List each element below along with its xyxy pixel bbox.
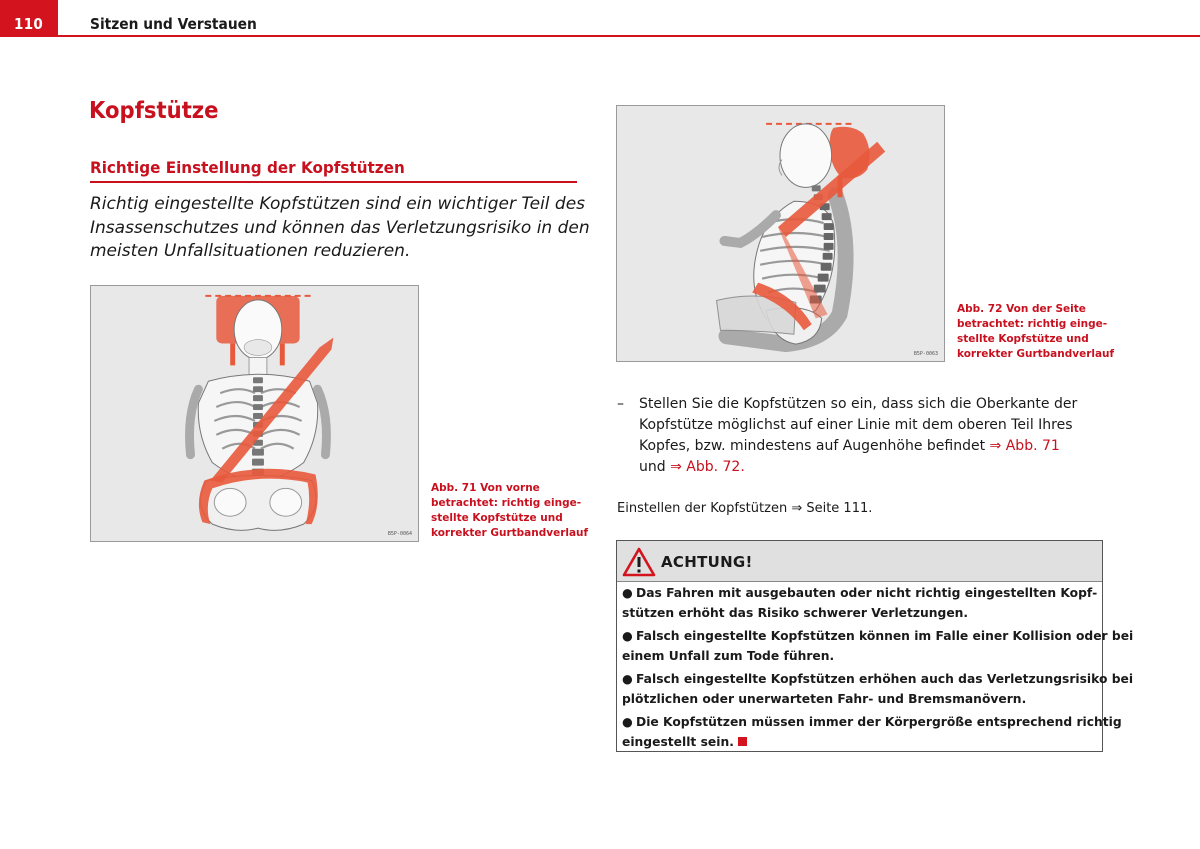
subsection-title: Richtige Einstellung der Kopfstützen [90, 158, 405, 177]
chapter-title: Sitzen und Verstauen [90, 15, 257, 33]
bullet-icon: ● [622, 715, 633, 729]
headrest-post [230, 344, 235, 366]
caption-line: betrachtet: richtig einge- [431, 497, 582, 509]
end-of-section-icon [738, 737, 747, 746]
side-view-illustration [617, 106, 944, 361]
instruction-line: Kopfes, bzw. mindestens auf Augenhöhe befindet ⇒ Abb. 71 [639, 438, 1060, 454]
instruction-line: Stellen Sie die Kopfstützen so ein, dass sich die Oberkante der [639, 396, 1078, 412]
caption-line: betrachtet: richtig einge- [957, 318, 1108, 330]
warning-item: ● Das Fahren mit ausgebauten oder nicht richtig eingestellten Kopf- stützen erhöht das Risiko schwerer Verletzungen. [622, 583, 1102, 623]
bullet-icon: ● [622, 629, 633, 643]
figure-code: B5P-0063 [913, 351, 938, 357]
figure-71-caption [431, 481, 588, 541]
caption-line: korrekter Gurtbandverlauf [957, 348, 1115, 360]
warning-title: ACHTUNG! [661, 553, 753, 571]
front-view-illustration [91, 286, 418, 541]
bullet-icon: ● [622, 586, 633, 600]
page-reference: Einstellen der Kopfstützen ⇒ Seite 111. [617, 501, 873, 516]
warning-item: ● Falsch eingestellte Kopfstützen können im Falle einer Kollision oder bei einem Unfall zum Tode führen. [622, 626, 1102, 666]
headrest-post [280, 344, 285, 366]
section-title: Kopfstütze [89, 98, 219, 124]
step-dash: – [617, 396, 624, 412]
head-shape [780, 124, 832, 188]
page-number: 110 [14, 15, 44, 33]
figure-71-front-view [90, 285, 419, 542]
figure-72-caption [957, 302, 1114, 362]
intro-paragraph [90, 193, 590, 264]
instruction-line: und ⇒ Abb. 72. [639, 459, 745, 475]
warning-header [617, 541, 1102, 582]
intro-line: Insassenschutzes und können das Verletzungsrisiko in den [90, 217, 590, 238]
subsection-rule [90, 181, 577, 183]
caption-line: Abb. 71 Von vorne [431, 482, 540, 494]
intro-line: Richtig eingestellte Kopfstützen sind ein wichtiger Teil des [90, 194, 586, 214]
caption-line: Abb. 72 Von der Seite [957, 303, 1086, 315]
figure-code: B5P-0064 [387, 531, 412, 537]
instruction-line: Kopfstütze möglichst auf einer Linie mit dem oberen Teil Ihres [639, 417, 1073, 433]
caption-line: stellte Kopfstütze und [431, 512, 563, 524]
caption-line: korrekter Gurtbandverlauf [431, 527, 589, 539]
intro-line: meisten Unfallsituationen reduzieren. [90, 241, 411, 261]
figure-71-link[interactable]: ⇒ Abb. 71 [989, 438, 1060, 454]
figure-72-link[interactable]: ⇒ Abb. 72. [670, 459, 745, 475]
warning-item: ● Falsch eingestellte Kopfstützen erhöhen auch das Verletzungsrisiko bei plötzlichen oder unerwarteten Fahr- und Bremsmanövern. [622, 669, 1102, 709]
warning-item: ● Die Kopfstützen müssen immer der Körpergröße entsprechend richtig eingestellt sein. [622, 712, 1102, 752]
figure-72-side-view [616, 105, 945, 362]
bullet-icon: ● [622, 672, 633, 686]
warning-triangle-icon [622, 547, 656, 577]
header-rule [58, 35, 1200, 37]
caption-line: stellte Kopfstütze und [957, 333, 1089, 345]
warning-box [616, 540, 1134, 752]
